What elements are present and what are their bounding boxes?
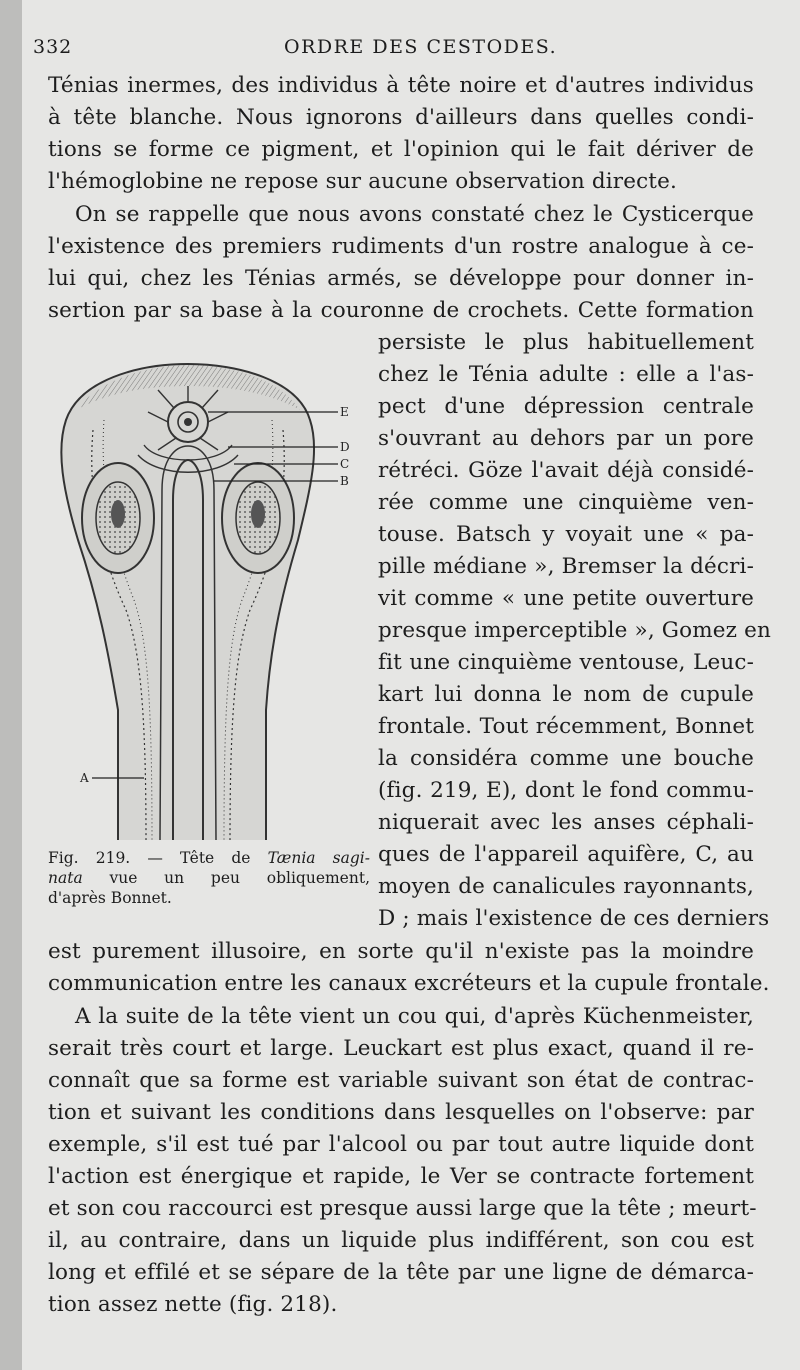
text-line: serait très court et large. Leuckart est plus exact, quand il re-	[48, 1036, 754, 1061]
text-line: tions se forme ce pigment, et l'opinion qui le fait dériver de	[48, 137, 754, 162]
text-line: tion assez nette (fig. 218).	[48, 1292, 338, 1317]
text-line: niquerait avec les anses céphali-	[378, 810, 754, 835]
figure-label-c: C	[340, 457, 350, 471]
text-line: rée comme une cinquième ven-	[378, 490, 754, 515]
text-line: l'action est énergique et rapide, le Ver se contracte fortement	[48, 1164, 754, 1189]
figure-label-d: D	[340, 440, 350, 454]
caption-line2: vue un peu obliquement,	[82, 869, 370, 887]
text-line: rétréci. Göze l'avait déjà considé-	[378, 458, 754, 483]
caption-taxon-end: nata	[48, 869, 83, 887]
text-line: D ; mais l'existence de ces derniers	[378, 906, 770, 931]
text-line: A la suite de la tête vient un cou qui, d'après Küchenmeister,	[75, 1004, 754, 1029]
text-line: il, au contraire, dans un liquide plus indifférent, son cou est	[48, 1228, 754, 1253]
text-line: (fig. 219, E), dont le fond commu-	[378, 778, 754, 803]
text-line: exemple, s'il est tué par l'alcool ou par tout autre liquide dont	[48, 1132, 754, 1157]
text-line: Ténias inermes, des individus à tête noire et d'autres individus	[48, 73, 754, 98]
figure-label-e: E	[340, 405, 349, 419]
text-line: presque imperceptible », Gomez en	[378, 618, 771, 643]
page-number: 332	[33, 36, 73, 58]
text-line: l'hémoglobine ne repose sur aucune observation directe.	[48, 169, 677, 194]
text-line: la considéra comme une bouche	[378, 746, 754, 771]
figure-219	[48, 350, 370, 850]
text-line: kart lui donna le nom de cupule	[378, 682, 754, 707]
text-line: touse. Batsch y voyait une « pa-	[378, 522, 754, 547]
text-line: frontale. Tout récemment, Bonnet	[378, 714, 754, 739]
text-line: ques de l'appareil aquifère, C, au	[378, 842, 754, 867]
text-line: sertion par sa base à la couronne de crochets. Cette formation	[48, 298, 754, 323]
text-line: pect d'une dépression centrale	[378, 394, 754, 419]
text-line: est purement illusoire, en sorte qu'il n'existe pas la moindre	[48, 939, 754, 964]
text-line: communication entre les canaux excréteurs et la cupule frontale.	[48, 971, 770, 996]
text-line: à tête blanche. Nous ignorons d'ailleurs dans quelles condi-	[48, 105, 754, 130]
figure-label-b: B	[340, 474, 349, 488]
figure-label-a: A	[80, 771, 89, 785]
page-header	[0, 30, 800, 60]
caption-line3: d'après Bonnet.	[48, 889, 172, 907]
tapeworm-head-illustration	[48, 350, 370, 850]
running-head: ORDRE DES CESTODES.	[284, 36, 558, 58]
text-line: vit comme « une petite ouverture	[378, 586, 754, 611]
text-line: connaît que sa forme est variable suivant son état de contrac-	[48, 1068, 754, 1093]
figure-caption	[48, 848, 370, 908]
page-edge-shadow	[0, 0, 22, 1370]
text-line: et son cou raccourci est presque aussi large que la tête ; meurt-	[48, 1196, 757, 1221]
text-line: l'existence des premiers rudiments d'un rostre analogue à ce-	[48, 234, 754, 259]
text-line: s'ouvrant au dehors par un pore	[378, 426, 754, 451]
text-line: long et effilé et se sépare de la tête par une ligne de démarca-	[48, 1260, 754, 1285]
text-line: tion et suivant les conditions dans lesquelles on l'observe: par	[48, 1100, 754, 1125]
caption-taxon: Tænia sagi-	[267, 849, 370, 867]
text-line: fit une cinquième ventouse, Leuc-	[378, 650, 754, 675]
text-line: On se rappelle que nous avons constaté chez le Cysticerque	[75, 202, 754, 227]
text-line: moyen de canalicules rayonnants,	[378, 874, 754, 899]
text-line: lui qui, chez les Ténias armés, se développe pour donner in-	[48, 266, 754, 291]
text-line: pille médiane », Bremser la décri-	[378, 554, 754, 579]
caption-prefix: Fig. 219. — Tête de	[48, 849, 268, 867]
text-line: chez le Ténia adulte : elle a l'as-	[378, 362, 754, 387]
text-line: persiste le plus habituellement	[378, 330, 754, 355]
